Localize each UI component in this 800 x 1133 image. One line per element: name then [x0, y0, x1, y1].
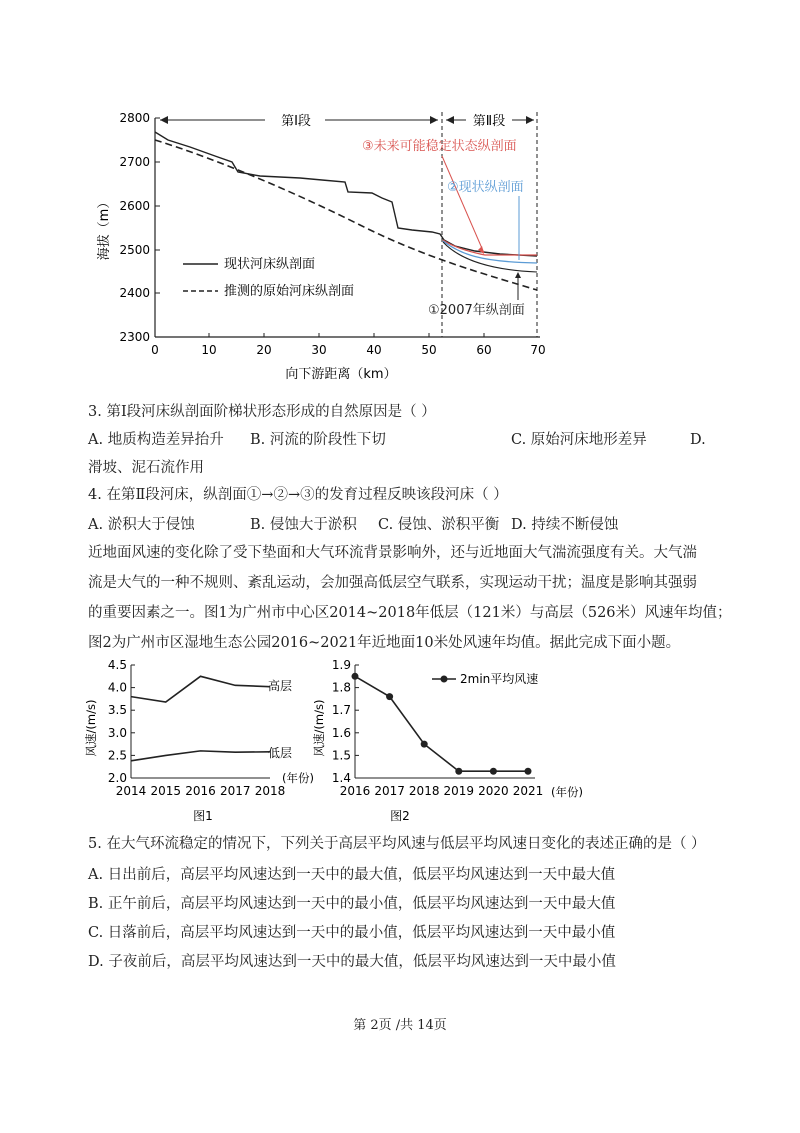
chart-1-y-tick-label: 4.5	[107, 658, 127, 672]
chart-1-series-label-high: 高层	[268, 679, 293, 693]
section-1-label: 第Ⅰ段	[281, 114, 311, 129]
chart-1-y-tick-label: 2.0	[107, 771, 127, 785]
chart-2-xlabel: (年份)	[551, 785, 583, 799]
chart-2-y-tick-label: 1.6	[331, 725, 351, 740]
annotation-3-leader	[442, 156, 484, 253]
chart-1-series-line-1	[131, 676, 270, 702]
passage-line: 流是大气的一种不规则、紊乱运动，会加强高低层空气联系，实现运动干扰；温度是影响其强弱	[88, 575, 697, 591]
chart-2-title: 图2	[390, 809, 410, 823]
q5-stem: 5. 在大气环流稳定的情况下，下列关于高层平均风速与低层平均风速日变化的表述正确的是（ ）	[88, 836, 706, 852]
chart-2-data-point	[421, 741, 428, 748]
q4-stem: 4. 在第Ⅱ段河床，纵剖面①→②→③的发育过程反映该段河床（ ）	[88, 487, 508, 503]
chart-1	[84, 658, 314, 823]
chart-2-x-tick-label: 2020	[478, 784, 509, 798]
chart-2-series-line-1	[355, 676, 528, 771]
chart-2-x-tick-label: 2021	[512, 784, 544, 798]
section-2-arrow	[446, 114, 534, 129]
x-tick-label: 40	[366, 343, 382, 357]
annotation-3: ③未来可能稳定状态纵剖面	[362, 139, 517, 154]
chart-1-x-tick-label: 2018	[254, 784, 286, 798]
legend	[183, 256, 354, 299]
y-axis-title: 海拔（m）	[97, 195, 112, 261]
legend-solid-label: 现状河床纵剖面	[224, 257, 316, 272]
q3-option-b[interactable]: B. 河流的阶段性下切	[250, 432, 386, 448]
chart-1-y-tick-label: 3.0	[107, 725, 127, 740]
chart-2-ylabel: 风速/(m/s)	[312, 699, 326, 757]
chart-1-series-label-low: 低层	[268, 746, 293, 760]
chart-1-x-tick-label: 2016	[185, 784, 216, 798]
q3-option-c[interactable]: C. 原始河床地形差异	[511, 432, 647, 448]
legend-dashed-label: 推测的原始河床纵剖面	[224, 284, 355, 299]
chart-2-legend-label: 2min平均风速	[460, 672, 539, 686]
chart-1-y-tick-label: 3.5	[107, 703, 127, 718]
annotation-1: ①2007年纵剖面	[428, 303, 525, 318]
passage-line: 的重要因素之一。图1为广州市中心区2014~2018年低层（121米）与高层（526米）风速年均值；	[88, 605, 732, 621]
q4-option-a[interactable]: A. 淤积大于侵蚀	[88, 517, 195, 533]
current-profile-2-line	[443, 241, 537, 263]
x-axis-title: 向下游距离（km）	[285, 367, 397, 382]
y-tick-label: 2500	[119, 243, 150, 257]
q5-option-b[interactable]: B. 正午前后，高层平均风速达到一天中的最小值，低层平均风速达到一天中最大值	[88, 896, 616, 912]
x-tick-label: 10	[201, 343, 217, 357]
chart-2-x-tick-label: 2018	[408, 784, 440, 798]
chart-1-xlabel: (年份)	[282, 771, 314, 785]
chart-2-legend-marker	[441, 676, 448, 683]
chart-2-y-tick-label: 1.5	[331, 748, 351, 763]
y-tick-label: 2400	[119, 286, 150, 300]
x-tick-label: 30	[311, 343, 327, 357]
x-tick-label: 50	[421, 343, 437, 357]
wind-speed-charts	[0, 655, 800, 825]
chart-2-data-point	[386, 693, 393, 700]
chart-2-y-tick-label: 1.9	[331, 658, 351, 672]
annotation-2: ②现状纵剖面	[447, 180, 524, 195]
q4-option-c[interactable]: C. 侵蚀、淤积平衡	[378, 517, 500, 533]
x-tick-label: 60	[476, 343, 492, 357]
chart-2-x-tick-label: 2019	[443, 784, 475, 798]
chart-1-y-tick-label: 2.5	[107, 748, 127, 763]
q3-option-a[interactable]: A. 地质构造差异抬升	[88, 432, 224, 448]
q4-option-b[interactable]: B. 侵蚀大于淤积	[250, 517, 357, 533]
x-tick-label: 70	[530, 343, 546, 357]
chart-1-y-tick-label: 4.0	[107, 680, 127, 695]
chart-1-x-tick-label: 2014	[115, 784, 147, 798]
page-footer: 第 2页 /共 14页	[353, 1018, 447, 1033]
original-profile-line	[155, 140, 537, 290]
q5-option-c[interactable]: C. 日落前后，高层平均风速达到一天中的最小值，低层平均风速达到一天中最小值	[88, 925, 616, 941]
chart-1-title: 图1	[193, 809, 213, 823]
chart-2-x-tick-label: 2016	[339, 784, 371, 798]
x-tick-label: 0	[151, 343, 159, 357]
river-profile-figure	[0, 95, 800, 395]
section-2-label: 第Ⅱ段	[472, 114, 506, 129]
q3-option-d[interactable]: D.	[690, 432, 706, 448]
y-tick-label: 2300	[119, 330, 150, 344]
chart-2-data-point	[352, 673, 359, 680]
annotation-1-arrowhead	[515, 272, 521, 278]
chart-1-ylabel: 风速/(m/s)	[84, 699, 98, 757]
chart-2-y-tick-label: 1.8	[331, 680, 351, 695]
x-tick-label: 20	[256, 343, 272, 357]
y-tick-label: 2600	[119, 199, 150, 213]
chart-1-x-tick-label: 2015	[150, 784, 182, 798]
passage-line: 近地面风速的变化除了受下垫面和大气环流背景影响外，还与近地面大气湍流强度有关。大气湍	[88, 545, 697, 561]
y-tick-label: 2800	[119, 111, 150, 125]
chart-2-data-point	[525, 768, 532, 775]
q3-option-d-text: 滑坡、泥石流作用	[88, 460, 204, 476]
y-ticks	[119, 111, 160, 344]
q4-option-d[interactable]: D. 持续不断侵蚀	[511, 517, 619, 533]
y-tick-label: 2700	[119, 155, 150, 169]
passage	[88, 538, 732, 658]
chart-2-y-tick-label: 1.7	[331, 703, 351, 718]
chart-2-y-tick-label: 1.4	[331, 771, 351, 785]
chart-2	[312, 658, 583, 823]
q3-stem: 3. 第Ⅰ段河床纵剖面阶梯状形态形成的自然原因是（ ）	[88, 404, 436, 420]
chart-2-x-tick-label: 2017	[374, 784, 405, 798]
chart-2-data-point	[455, 768, 462, 775]
chart-1-x-tick-label: 2017	[219, 784, 251, 798]
passage-line: 图2为广州市区湿地生态公园2016~2021年近地面10米处风速年均值。据此完成下面小题。	[88, 635, 681, 651]
chart-1-series-line-2	[131, 751, 270, 761]
q5-option-a[interactable]: A. 日出前后，高层平均风速达到一天中的最大值，低层平均风速达到一天中最大值	[88, 867, 616, 883]
q5-option-d[interactable]: D. 子夜前后，高层平均风速达到一天中的最大值，低层平均风速达到一天中最小值	[88, 954, 616, 970]
chart-2-data-point	[490, 768, 497, 775]
section-1-arrow	[160, 114, 438, 129]
